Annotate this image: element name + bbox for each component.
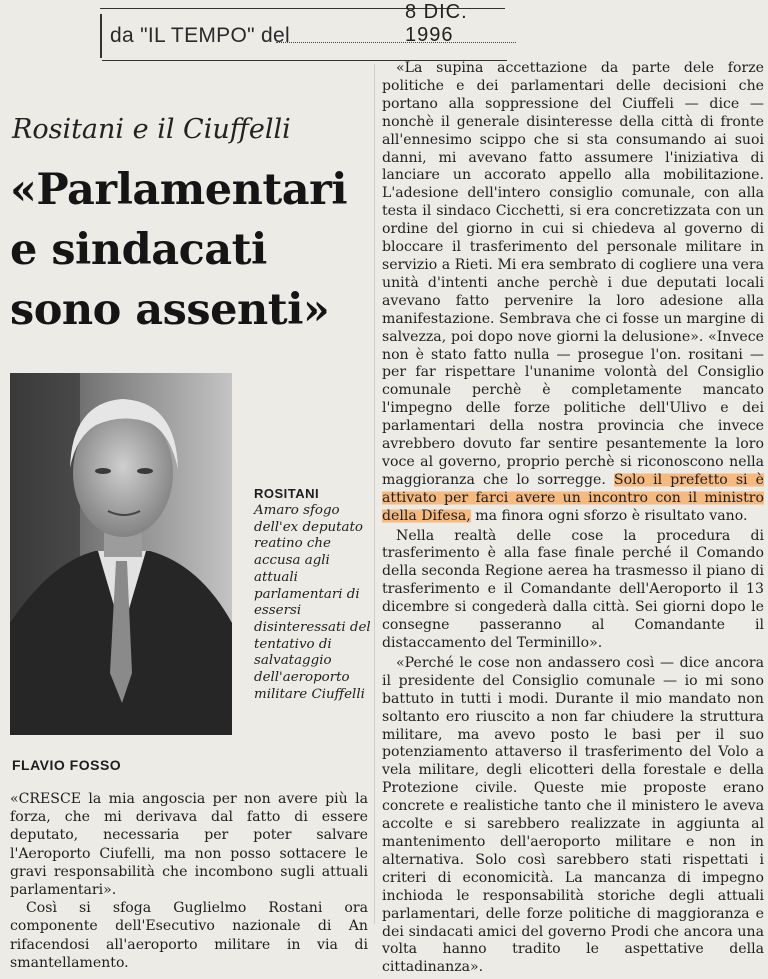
column-rule	[374, 64, 375, 924]
date-stamp: 8 DIC. 1996	[405, 1, 468, 46]
right-body-text	[382, 60, 764, 979]
caption-name: ROSITANI	[254, 486, 320, 501]
body-paragraph: Così si sfoga Guglielmo Rostani ora componente dell'Esecutivo nazionale di An rifacendosi all'aeroporto militare in via di smantellamento.	[10, 900, 368, 971]
stamp-dotted-line	[276, 42, 516, 43]
source-label: da "IL TEMPO" del	[110, 24, 290, 47]
paragraph-text: ma finora ogni sforzo è risultato vano.	[475, 507, 748, 524]
paragraph-text: «La supina accettazione da parte dele forze politiche e dei parlamentari delle decisioni che portano alla soppressione del Ciuffeli — dice — nonchè il generale disinteresse della città di fronte all'ennesimo scippo che si sta consumando ai suoi danni, mi avevano fatto assumere l'iniziativa di lanciare un accorato appello alla mobilitazione. L'adesione dell'intero consiglio comunale, con alla testa il sindaco Cicchetti, si era concretizzata con un ordine del giorno in cui si chiedeva al governo di bloccare il trasferimento del personale militare in servizio a Rieti. Mi era sembrato di cogliere una vera unità d'intenti anche perchè i due deputati locali avevano fatto pervenire la loro adesione alla manifestazione. Sembrava che ci fosse un margine di salvezza, poi dopo nove giorni la delusione». «Invece non è stato fatto nulla — prosegue l'on. rositani — per far rispettare l'unanime volontà del Consiglio comunale perchè è completamente mancato l'impegno delle forze politiche dell'Ulivo e dei parlamentari della nostra provincia che invece avrebbero dovuto far sentire pesantemente la loro voce al governo, proprio perchè si riconoscono nella maggioranza che lo sorregge.	[382, 60, 764, 488]
headline-line: sono assenti»	[10, 285, 330, 335]
article-kicker: Rositani e il Ciuffelli	[12, 114, 291, 145]
stamp-left-bar	[100, 14, 102, 58]
headline-line: «Parlamentari	[10, 165, 348, 215]
body-paragraph: Nella realtà delle cose la procedura di trasferimento è alla fase finale perché il Comando della seconda Regione aerea ha trasmesso il piano di trasferimento e il Comandante dell'Aeroporto il 13 dicembre si congederà dalla città. Sei giorni dopo le consegne passeranno al Comandante il distaccamento del Terminillo».	[382, 527, 764, 651]
article-headline	[10, 160, 350, 340]
body-paragraph: «CRESCE la mia angoscia per non avere più la forza, che mi derivava dal fatto di essere deputato, necessaria per poter salvare l'Aeroporto Ciufelli, ma non posso sottacere le gravi responsabilità che incombono sugli attuali parlamentari».	[10, 791, 368, 899]
body-paragraph: «Perché le cose non andassero così — dice ancora il presidente del Consiglio comunale — io mi sono battuto in tutti i modi. Durante il mio mandato non soltanto ero riuscito a non far chiudere la struttura militare, ma avevo posto le basi per il suo potenziamento attaverso il trasferimento del Volo a vela militare, degli elicotteri della forestale e della Protezione civile. Queste mie proposte erano concrete e realistiche tanto che il ministero le aveva accolte e si sarebbero realizzate in aggiunta al mantenimento dell'aeroporto militare e non in alternativa. Solo così sarebbero stati rispettati i criteri di economicità. La mancanza di impegno inchioda le responsabilità storiche degli attuali parlamentari, delle forze politiche di maggioranza e dei sindacati amici del governo Prodi che ancora una volta hanno tradito le aspettative della cittadinanza».	[382, 654, 764, 976]
left-body-text	[10, 790, 368, 972]
headline-line: e sindacati	[10, 225, 267, 275]
portrait-photo	[10, 373, 232, 735]
highlighted-passage: Solo il prefetto si è attivato per farci avere un incontro con il ministro della Difesa,	[382, 471, 764, 524]
caption-text: Amaro sfogo dell'ex deputato reatino che accusa agli attuali parlamentari di essersi disinteressati del tentativo di salvataggio dell'aeroporto militare Ciuffelli	[254, 503, 371, 702]
source-stamp	[100, 0, 505, 62]
author-byline: FLAVIO FOSSO	[12, 757, 122, 773]
photo-caption	[254, 486, 372, 703]
body-paragraph	[382, 60, 764, 526]
